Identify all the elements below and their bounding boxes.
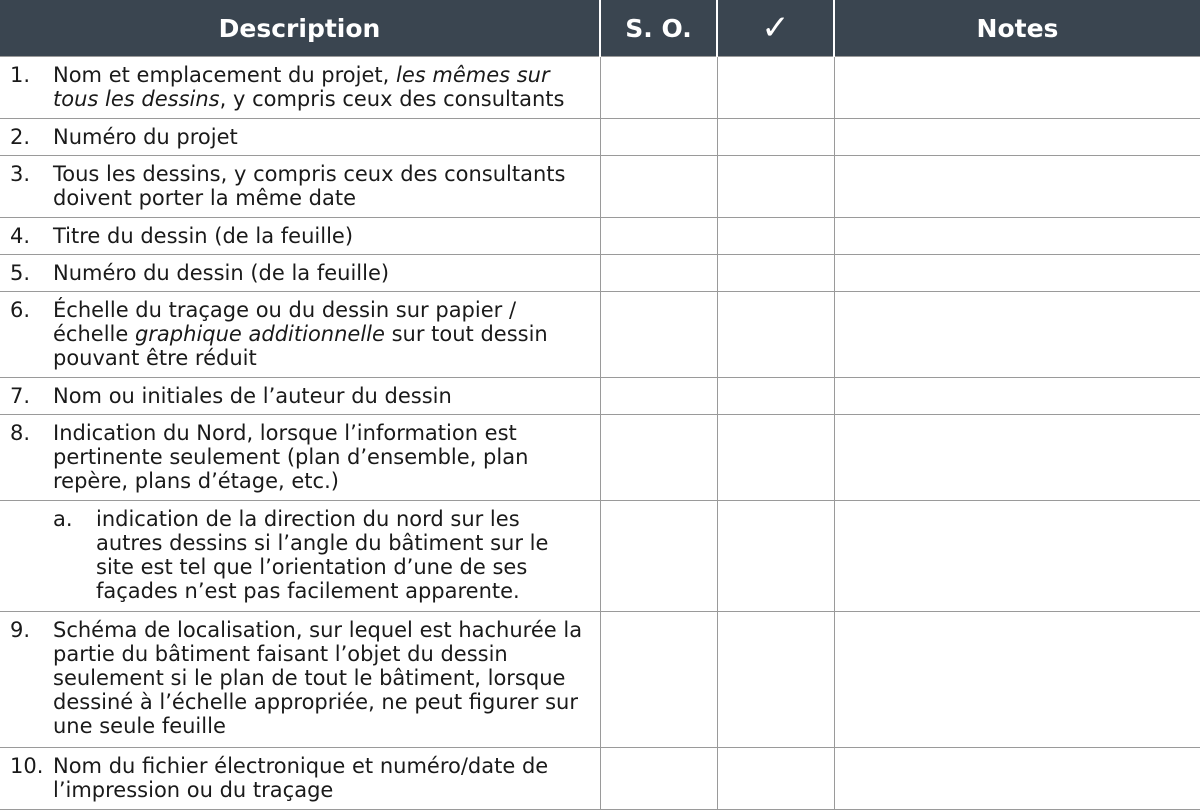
- check-cell[interactable]: [717, 218, 834, 255]
- so-cell[interactable]: [600, 292, 717, 378]
- description-cell: [0, 612, 600, 748]
- table-row: [0, 378, 1200, 415]
- item-text: Schéma de localisation, sur lequel est hachurée la partie du bâtiment faisant l’objet du dessin seulement si le plan de tout le bâtiment, lorsque dessiné à l’échelle appropriée, ne peut figurer sur une seule feuille: [53, 618, 583, 738]
- description-cell: [0, 378, 600, 415]
- item-text: Numéro du dessin (de la feuille): [53, 261, 390, 285]
- item-text: indication de la direction du nord sur les autres dessins si l’angle du bâtiment sur le site est tel que l’orientation d’une de ses façades n’est pas facilement apparente.: [96, 507, 549, 603]
- header-so: S. O.: [600, 0, 717, 57]
- so-cell[interactable]: [600, 156, 717, 218]
- so-cell[interactable]: [600, 218, 717, 255]
- check-cell[interactable]: [717, 255, 834, 292]
- check-cell[interactable]: [717, 292, 834, 378]
- notes-cell[interactable]: [834, 501, 1200, 612]
- notes-cell[interactable]: [834, 57, 1200, 119]
- notes-cell[interactable]: [834, 612, 1200, 748]
- item-number: 3.: [10, 162, 31, 186]
- item-number: 8.: [10, 421, 31, 445]
- check-cell[interactable]: [717, 612, 834, 748]
- check-cell[interactable]: [717, 57, 834, 119]
- item-text: Tous les dessins, y compris ceux des consultants doivent porter la même date: [53, 162, 566, 210]
- notes-cell[interactable]: [834, 748, 1200, 810]
- so-cell[interactable]: [600, 501, 717, 612]
- item-number: 7.: [10, 384, 31, 408]
- description-cell: [0, 119, 600, 156]
- notes-cell[interactable]: [834, 156, 1200, 218]
- item-text: Nom ou initiales de l’auteur du dessin: [53, 384, 452, 408]
- so-cell[interactable]: [600, 378, 717, 415]
- notes-cell[interactable]: [834, 415, 1200, 501]
- item-number: 5.: [10, 261, 31, 285]
- table-row: [0, 292, 1200, 378]
- notes-cell[interactable]: [834, 119, 1200, 156]
- description-cell: [0, 501, 600, 612]
- so-cell[interactable]: [600, 57, 717, 119]
- item-number: 6.: [10, 298, 31, 322]
- so-cell[interactable]: [600, 748, 717, 810]
- item-text: Titre du dessin (de la feuille): [53, 224, 354, 248]
- item-number: 2.: [10, 125, 31, 149]
- item-text: Nom et emplacement du projet, les mêmes sur tous les dessins, y compris ceux des consultants: [53, 63, 565, 111]
- description-cell: [0, 748, 600, 810]
- description-cell: [0, 218, 600, 255]
- table-header-row: [0, 0, 1200, 57]
- check-cell[interactable]: [717, 119, 834, 156]
- check-cell[interactable]: [717, 501, 834, 612]
- header-description: Description: [0, 0, 600, 57]
- table-row: [0, 255, 1200, 292]
- description-cell: [0, 415, 600, 501]
- table-row: [0, 156, 1200, 218]
- table-row: [0, 612, 1200, 748]
- table-row: [0, 501, 1200, 612]
- sub-item-letter: a.: [53, 507, 73, 531]
- item-text: Numéro du projet: [53, 125, 238, 149]
- notes-cell[interactable]: [834, 378, 1200, 415]
- checkmark-icon: ✓: [761, 8, 790, 48]
- notes-cell[interactable]: [834, 255, 1200, 292]
- item-number: 4.: [10, 224, 31, 248]
- table-row: [0, 119, 1200, 156]
- item-number: 10.: [10, 754, 44, 778]
- table-row: [0, 748, 1200, 810]
- check-cell[interactable]: [717, 156, 834, 218]
- table-row: [0, 415, 1200, 501]
- so-cell[interactable]: [600, 612, 717, 748]
- description-cell: [0, 255, 600, 292]
- item-number: 1.: [10, 63, 31, 87]
- item-text: Indication du Nord, lorsque l’information est pertinente seulement (plan d’ensemble, plan repère, plans d’étage, etc.): [53, 421, 529, 493]
- item-number: 9.: [10, 618, 31, 642]
- so-cell[interactable]: [600, 255, 717, 292]
- check-cell[interactable]: [717, 748, 834, 810]
- description-cell: [0, 156, 600, 218]
- so-cell[interactable]: [600, 415, 717, 501]
- header-check: [717, 0, 834, 57]
- check-cell[interactable]: [717, 378, 834, 415]
- item-text: Échelle du traçage ou du dessin sur papier / échelle graphique additionnelle sur tout dessin pouvant être réduit: [53, 298, 548, 370]
- header-notes: Notes: [834, 0, 1200, 57]
- notes-cell[interactable]: [834, 218, 1200, 255]
- description-cell: [0, 57, 600, 119]
- table-row: [0, 218, 1200, 255]
- table-row: [0, 57, 1200, 119]
- check-cell[interactable]: [717, 415, 834, 501]
- so-cell[interactable]: [600, 119, 717, 156]
- item-text: Nom du fichier électronique et numéro/date de l’impression ou du traçage: [53, 754, 549, 802]
- description-cell: [0, 292, 600, 378]
- notes-cell[interactable]: [834, 292, 1200, 378]
